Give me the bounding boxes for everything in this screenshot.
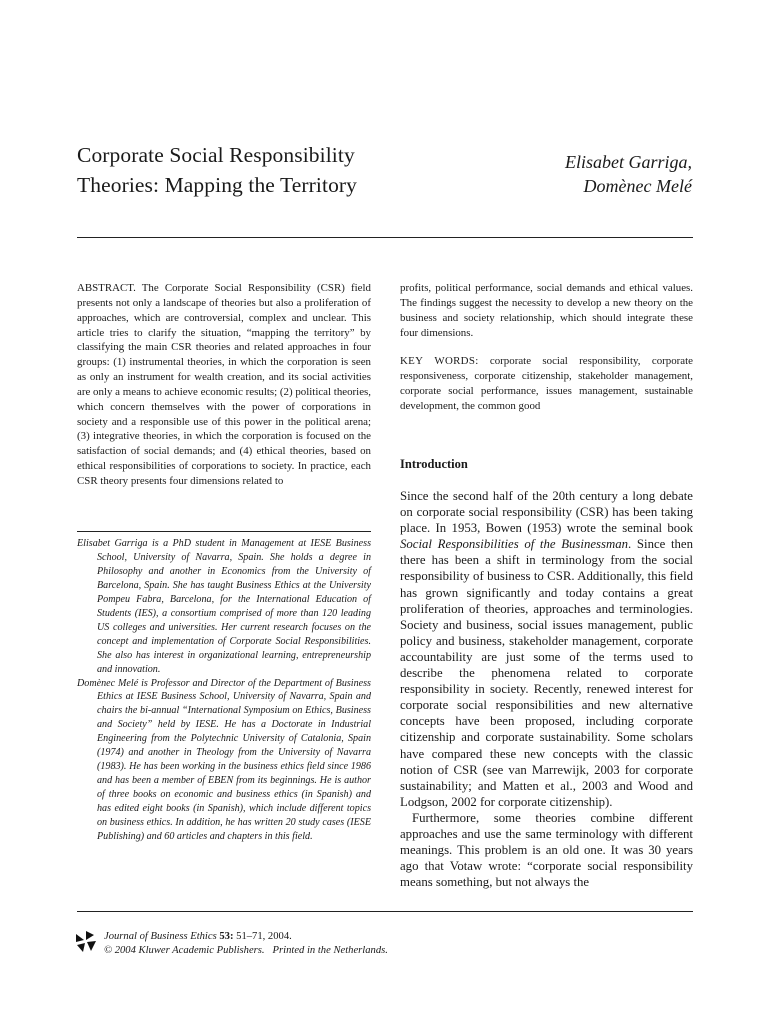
publisher-logo-icon [74, 929, 98, 953]
title-line-2: Theories: Mapping the Territory [77, 173, 358, 197]
footer-divider [77, 911, 693, 912]
intro-p1-end: . Since then there has been a shift in terminology from the social responsibility of business to CSR. Additionally, this field has grown significantly and today contains a great proliferation of theories, approaches and terminologies. Society and business, social issues management, public policy and business, stakeholder management, corporate accountability are just some of the terms used to describe the phenomena related to corporate responsibility in society. Recently, renewed interest for corporate social responsibilities and new alternative concepts have been proposed, including corporate citizenship and corporate sustainability. Some scholars have compared these new concepts with the classic notion of CSR (see van Marrewijk, 2003 for corporate sustainability; and Matten et al., 2003 and Wood and Lodgson, 2002 for corporate citizenship). [400, 537, 694, 809]
bio-mele: Domènec Melé is Professor and Director of the Department of Business Ethics at IESE Business School, University of Navarra, Spain and chairs the bi-annual “International Symposium on Ethics, Business and Society” held by IESE. He has a Doctorate in Industrial Engineering from the Polytechnic University of Catalonia, Spain (1974) and another in Theology from the University of Navarra (1983). He has been working in the business ethics field since 1986 and has been a member of EBEN from its beginnings. He is author of three books on economic and business ethics (in Spanish) and has edited eight books (in Spanish), which include different topics on business ethics. In addition, he has written 20 study cases (IESE Publishing) and 60 articles and chapters in this field. [77, 677, 371, 843]
journal-name: Journal of Business Ethics [104, 931, 217, 942]
author-1: Elisabet Garriga, [564, 152, 692, 172]
introduction-body [400, 488, 693, 890]
copyright-line [104, 944, 388, 958]
copyright: © 2004 Kluwer Academic Publishers. [104, 945, 265, 956]
title-line-1: Corporate Social Responsibility [77, 143, 355, 167]
bio-divider [77, 531, 371, 532]
book-title: Social Responsibilities of the Businessman [400, 537, 629, 552]
keywords-text: corporate social responsibility, corporate responsiveness, corporate citizenship, stakeholder management, corporate social performance, issues management, sustainable development, the common good [400, 355, 693, 412]
journal-pages: 51–71, 2004. [236, 931, 292, 942]
journal-volume: 53: [219, 931, 234, 942]
authors [500, 150, 692, 198]
article-title [77, 140, 457, 200]
keywords [400, 354, 693, 413]
abstract-part-1: ABSTRACT. The Corporate Social Responsibility (CSR) field presents not only a landscape of theories but also a proliferation of approaches, which are controversial, complex and unclear. This article tries to clarify the situation, “mapping the territory” by classifying the main CSR theories and related approaches in four groups: (1) instrumental theories, in which the corporation is seen as only an instrument for wealth creation, and its social activities are only a means to achieve economic results; (2) political theories, which concern themselves with the power of corporations in society and a responsible use of this power in the political arena; (3) integrative theories, in which the corporation is focused on the satisfaction of social demands; and (4) ethical theories, based on ethical responsibilities of corporations to society. In practice, each CSR theory presents four dimensions related to [77, 282, 371, 487]
intro-p1-start: Since the second half of the 20th century a long debate on corporate social responsibility (CSR) has been taking place. In 1953, Bowen (1953) wrote the seminal book [400, 489, 693, 536]
citation-line [104, 930, 292, 944]
author-2: Domènec Melé [583, 176, 692, 196]
abstract-part-2: profits, political performance, social demands and ethical values. The findings suggest the necessity to develop a new theory on the business and society relationship, which should integrate these four dimensions. [400, 282, 693, 339]
printed-in: Printed in the Netherlands. [272, 945, 388, 956]
author-bios [77, 537, 371, 844]
bio-garriga: Elisabet Garriga is a PhD student in Management at IESE Business School, University of Navarra, Spain. She holds a degree in Philosophy and another in Economics from the University of Barcelona, Spain. She has taught Business Ethics at the University Pompeu Fabra, Barcelona, for the International Education of Students (IES), a consortium comprised of more than 120 leading US colleges and universities. Her current research focuses on the concept and implementation of Corporate Social Responsibilities. She also has interest in organizational learning, entrepreneurship and innovation. [77, 538, 371, 675]
section-heading-introduction: Introduction [400, 457, 468, 471]
introduction-paragraph-1 [400, 488, 693, 810]
keywords-label: KEY WORDS: [400, 355, 479, 367]
introduction-paragraph-2: Furthermore, some theories combine different approaches and use the same terminology with different meanings. This problem is an old one. It was 30 years ago that Votaw wrote: “corporate social responsibility means something, but not always the [400, 810, 693, 890]
header-divider [77, 237, 693, 238]
